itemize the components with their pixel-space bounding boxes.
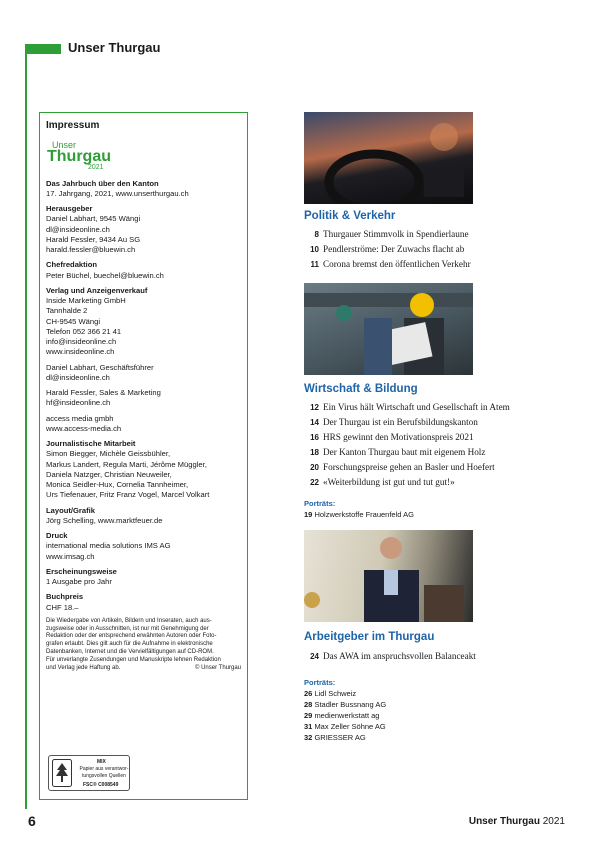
impressum-line: Jörg Schelling, www.marktfeuer.de	[46, 515, 163, 525]
fsc-label	[48, 755, 130, 791]
impressum-line: Monica Seidler-Hux, Cornelia Tannheimer,	[46, 480, 189, 489]
impressum-block-heading: Herausgeber	[46, 204, 93, 213]
impressum-line: hf@insideonline.ch	[46, 398, 111, 408]
portrait-page-number: 31	[304, 722, 313, 731]
toc-entry	[304, 415, 510, 430]
toc-page-number: 8	[314, 230, 319, 239]
toc-entry-title: «Weiterbildung ist gut und tut gut!»	[323, 477, 455, 487]
toc-entry-title: Pendlerströme: Der Zuwachs flacht ab	[323, 244, 465, 254]
impressum-blocks	[46, 179, 241, 613]
portrait-company: Lidl Schweiz	[314, 689, 357, 698]
toc-entry	[304, 227, 471, 242]
page-header-title: Unser Thurgau	[68, 40, 161, 55]
portraits-label: Porträts:	[304, 678, 336, 687]
impressum-line: dl@insideonline.ch	[46, 224, 110, 234]
impressum-line: Tannhalde 2	[46, 306, 88, 316]
toc-entry-title: Thurgauer Stimmvolk in Spendierlaune	[323, 229, 469, 239]
impressum-block	[46, 531, 241, 562]
toc-page-number: 22	[310, 478, 319, 487]
toc-politik	[304, 227, 471, 272]
impressum-block-heading: Chefredaktion	[46, 260, 98, 270]
impressum-line: Inside Marketing GmbH	[46, 296, 126, 305]
impressum-line: 1 Ausgabe pro Jahr	[46, 577, 112, 586]
portrait-entry	[304, 710, 386, 721]
toc-entry-title: Der Kanton Thurgau baut mit eigenem Holz	[323, 447, 486, 457]
copyright: © Unser Thurgau	[195, 664, 241, 671]
toc-entry-title: Ein Virus hält Wirtschaft und Gesellschaft in Atem	[323, 402, 510, 412]
impressum-line: Harald Fessler, 9434 Au SG	[46, 234, 141, 244]
portrait-company: medienwerkstatt ag	[314, 711, 380, 720]
toc-entry	[304, 460, 510, 475]
toc-entry	[304, 257, 471, 272]
impressum-block-heading: Erscheinungsweise	[46, 566, 117, 576]
impressum-line: Daniela Natzger, Christian Neuweiler,	[46, 469, 172, 479]
toc-wirtschaft	[304, 400, 510, 490]
portrait-entry	[304, 699, 386, 710]
impressum-block	[46, 204, 241, 255]
impressum-line: www.insideonline.ch	[46, 347, 115, 357]
legal-line: zugsweise oder in Ausschnitten, ist nur mit Genehmigung der	[46, 625, 209, 632]
impressum-block	[46, 592, 241, 613]
impressum-line: CH-9545 Wängi	[46, 316, 101, 326]
impressum-block-heading: Buchpreis	[46, 592, 84, 602]
impressum-block	[46, 506, 241, 527]
impressum-line: Daniel Labhart, Geschäftsführer	[46, 362, 154, 372]
legal-line: grafen erlaubt. Dies gilt auch für die Aufnahme in elektronische	[46, 641, 213, 648]
logo-year: 2021	[88, 163, 104, 171]
header-accent-bar	[25, 44, 61, 54]
logo-word-unser: Unser	[52, 139, 77, 150]
fsc-mix: MIX	[97, 759, 106, 765]
impressum-block	[46, 567, 241, 588]
impressum-block	[46, 179, 241, 200]
legal-line: Redaktion oder der entsprechend erwähnten Autoren oder Foto-	[46, 633, 217, 640]
logo-word-thurgau: Thurgau	[47, 147, 111, 165]
impressum-block	[46, 414, 241, 435]
portrait-page-number: 32	[304, 733, 313, 742]
impressum-line: Peter Büchel, buechel@bluewin.ch	[46, 270, 164, 280]
unser-thurgau-logo	[46, 139, 116, 173]
impressum-line: Harald Fessler, Sales & Marketing	[46, 388, 161, 397]
impressum-line: www.imsag.ch	[46, 551, 95, 561]
impressum-line: Telefon 052 366 21 41	[46, 326, 122, 336]
toc-entry-title: Forschungspreise gehen an Basler und Hoefert	[323, 462, 495, 472]
impressum-block-heading: Das Jahrbuch über den Kanton	[46, 178, 159, 188]
section-title-wirtschaft: Wirtschaft & Bildung	[304, 383, 418, 395]
toc-entry	[304, 400, 510, 415]
legal-last-line: und Verlag jede Haftung ab.	[46, 664, 121, 671]
photo-businessman-seated	[304, 530, 473, 622]
impressum-line: www.access-media.ch	[46, 423, 122, 433]
toc-entry-title: Corona bremst den öffentlichen Verkehr	[323, 259, 471, 269]
toc-entry-title: Das AWA im anspruchsvollen Balanceakt	[323, 651, 476, 661]
portrait-page-number: 29	[304, 711, 313, 720]
fsc-tree-icon	[52, 759, 72, 787]
portrait-page-number: 28	[304, 700, 313, 709]
toc-page-number: 18	[310, 448, 319, 457]
toc-entry-title: Der Thurgau ist ein Berufsbildungskanton	[323, 417, 478, 427]
photo-car-steering-wheel	[304, 112, 473, 204]
legal-notice	[46, 618, 241, 673]
impressum-line: harald.fessler@bluewin.ch	[46, 245, 136, 254]
toc-entry	[304, 430, 510, 445]
portrait-entry	[304, 509, 414, 520]
portraits-label: Porträts:	[304, 499, 336, 508]
legal-line: Datenbanken, Internet und die Vervielfältigungen auf CD-ROM.	[46, 648, 214, 655]
toc-entry	[304, 475, 510, 490]
impressum-line: international media solutions IMS AG	[46, 541, 171, 551]
toc-page-number: 14	[310, 418, 319, 427]
legal-line: Für unverlangte Zusendungen und Manuskripte lehnen Redaktion	[46, 656, 221, 663]
section-title-politik: Politik & Verkehr	[304, 210, 396, 222]
impressum-line: Daniel Labhart, 9545 Wängi	[46, 214, 141, 224]
portrait-page-number: 19	[304, 510, 313, 519]
toc-arbeitgeber	[304, 649, 476, 664]
legal-line: Die Wiedergabe von Artikeln, Bildern und Inseraten, auch aus-	[46, 617, 212, 624]
impressum-line: access media gmbh	[46, 413, 114, 423]
impressum-line: Urs Tiefenauer, Fritz Franz Vogel, Marcel Volkart	[46, 490, 210, 500]
toc-entry	[304, 242, 471, 257]
impressum-line: Markus Landert, Regula Marti, Jérôme Müggler,	[46, 459, 207, 469]
impressum-block-heading: Layout/Grafik	[46, 505, 95, 515]
portraits-wirtschaft	[304, 498, 414, 520]
impressum-line: info@insideonline.ch	[46, 337, 117, 346]
portrait-company: GRIESSER AG	[314, 733, 366, 742]
portrait-company: Max Zeller Söhne AG	[314, 722, 386, 731]
impressum-block-heading: Druck	[46, 531, 68, 540]
portraits-arbeitgeber	[304, 677, 386, 743]
toc-page-number: 11	[310, 260, 319, 269]
toc-entry	[304, 445, 510, 460]
portrait-entry	[304, 732, 386, 743]
impressum-line: Simon Biegger, Michèle Geissbühler,	[46, 449, 171, 459]
portrait-entry	[304, 721, 386, 732]
impressum-block	[46, 260, 241, 281]
impressum-box	[39, 112, 248, 800]
impressum-line: 17. Jahrgang, 2021, www.unserthurgau.ch	[46, 188, 189, 198]
portrait-company: Holzwerkstoffe Frauenfeld AG	[314, 510, 414, 519]
toc-page-number: 12	[310, 403, 319, 412]
toc-entry	[304, 649, 476, 664]
fsc-code: FSC® C008549	[83, 782, 119, 788]
impressum-block	[46, 439, 241, 501]
section-title-arbeitgeber: Arbeitgeber im Thurgau	[304, 631, 435, 643]
toc-page-number: 16	[310, 433, 319, 442]
impressum-block-heading: Journalistische Mitarbeit	[46, 439, 136, 448]
impressum-line: CHF 18.–	[46, 602, 79, 612]
footer-publication-name: Unser Thurgau	[468, 816, 540, 827]
impressum-block-heading: Verlag und Anzeigenverkauf	[46, 285, 148, 295]
fsc-text: Papier aus verantwor-tungsvollen Quellen	[79, 766, 129, 779]
footer-year: 2021	[542, 816, 565, 827]
toc-page-number: 10	[310, 245, 319, 254]
footer-publication	[469, 816, 565, 827]
toc-page-number: 20	[310, 463, 319, 472]
toc-entry-title: HRS gewinnt den Motivationspreis 2021	[323, 432, 474, 442]
impressum-title: Impressum	[46, 120, 100, 131]
impressum-block	[46, 286, 241, 358]
impressum-line: dl@insideonline.ch	[46, 372, 110, 382]
portrait-entry	[304, 688, 386, 699]
impressum-block	[46, 388, 241, 409]
portrait-page-number: 26	[304, 689, 313, 698]
impressum-block	[46, 363, 241, 384]
left-margin-line	[25, 54, 27, 809]
page-number: 6	[28, 813, 36, 829]
photo-workers-plans	[304, 283, 473, 375]
portrait-company: Stadler Bussnang AG	[314, 700, 387, 709]
toc-page-number: 24	[310, 652, 319, 661]
